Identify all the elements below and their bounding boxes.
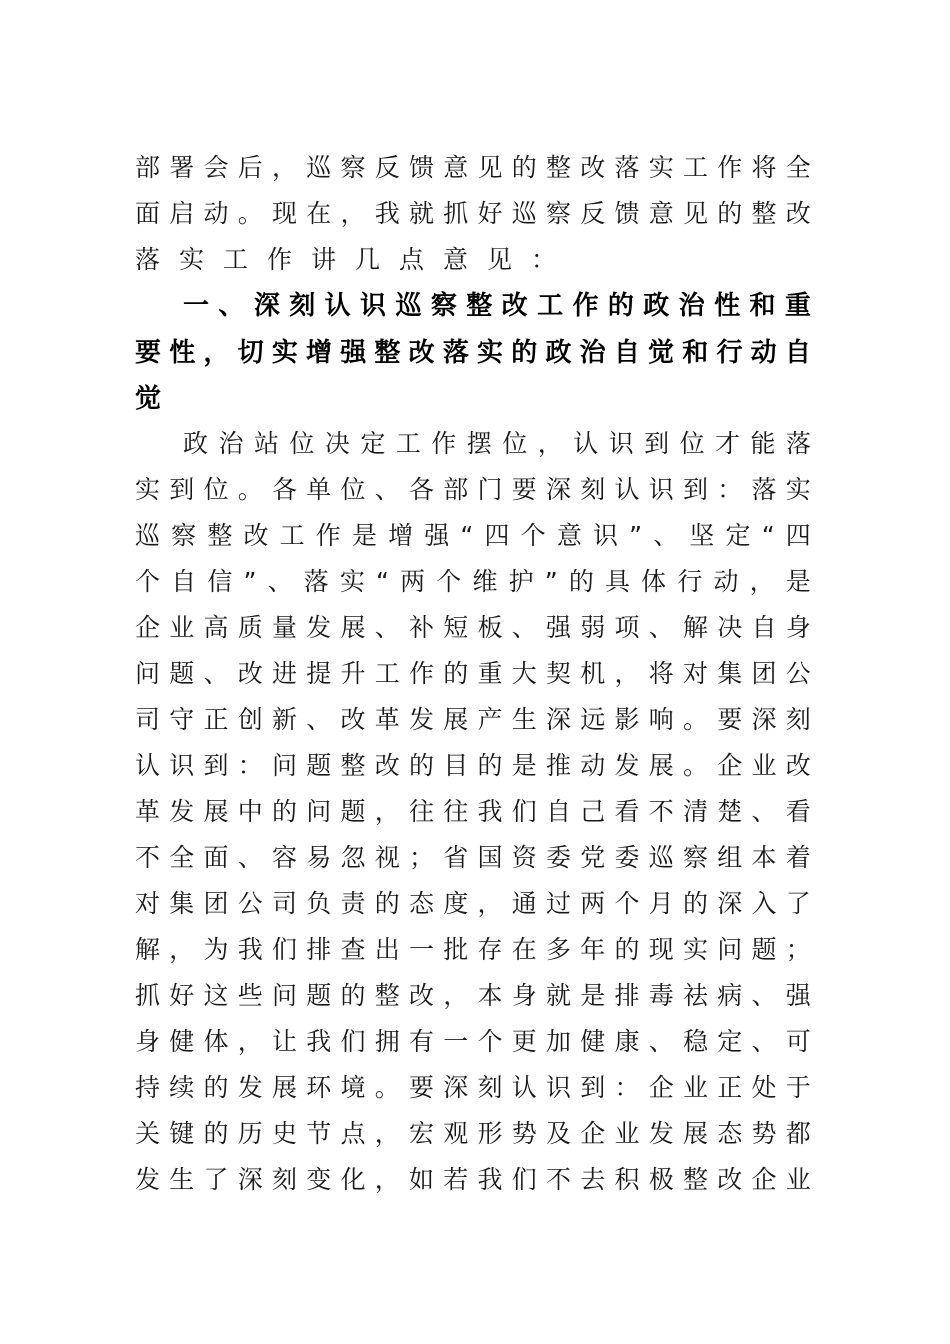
paragraph-line: 不 全 面 、 容 易 忽 视 ； 省 国 资 委 党 委 巡 察 组 本 着	[135, 843, 811, 872]
paragraph-line: 对 集 团 公 司 负 责 的 态 度 ， 通 过 两 个 月 的 深 入 了	[135, 889, 811, 918]
paragraph-line: 认 识 到 ： 问 题 整 改 的 目 的 是 推 动 发 展 。 企 业 改	[135, 751, 811, 780]
paragraph-line: 巡 察 整 改 工 作 是 增 强 “ 四 个 意 识 ” 、 坚 定 “ 四	[135, 521, 811, 550]
paragraph-line: 个 自 信 ” 、 落 实 “ 两 个 维 护 ” 的 具 体 行 动 ， 是	[135, 567, 811, 596]
paragraph-line: 关 键 的 历 史 节 点 ， 宏 观 形 势 及 企 业 发 展 态 势 都	[135, 1119, 811, 1148]
paragraph-line: 政 治 站 位 决 定 工 作 摆 位 ， 认 识 到 位 才 能 落	[183, 429, 811, 458]
section-heading-line: 觉	[135, 384, 162, 414]
paragraph-line: 持 续 的 发 展 环 境 。 要 深 刻 认 识 到 ： 企 业 正 处 于	[135, 1073, 811, 1102]
paragraph-line: 革 发 展 中 的 问 题 ， 往 往 我 们 自 己 看 不 清 楚 、 看	[135, 797, 811, 826]
paragraph-line: 身 健 体 ， 让 我 们 拥 有 一 个 更 加 健 康 、 稳 定 、 可	[135, 1027, 811, 1056]
opening-line: 部 署 会 后 ， 巡 察 反 馈 意 见 的 整 改 落 实 工 作 将 全	[135, 153, 811, 182]
section-heading-line: 一 、 深 刻 认 识 巡 察 整 改 工 作 的 政 治 性 和 重	[183, 291, 811, 321]
paragraph-line: 抓 好 这 些 问 题 的 整 改 ， 本 身 就 是 排 毒 祛 病 、 强	[135, 981, 811, 1010]
paragraph-line: 问 题 、 改 进 提 升 工 作 的 重 大 契 机 ， 将 对 集 团 公	[135, 659, 811, 688]
paragraph-line: 解 ， 为 我 们 排 查 出 一 批 存 在 多 年 的 现 实 问 题 ；	[135, 935, 811, 964]
paragraph-line: 企 业 高 质 量 发 展 、 补 短 板 、 强 弱 项 、 解 决 自 身	[135, 613, 811, 642]
opening-line: 落实工作讲几点意见：	[135, 245, 576, 274]
section-heading-line: 要 性 ， 切 实 增 强 整 改 落 实 的 政 治 自 觉 和 行 动 自	[135, 338, 811, 368]
opening-line: 面 启 动 。 现 在 ， 我 就 抓 好 巡 察 反 馈 意 见 的 整 改	[135, 199, 811, 228]
paragraph-line: 实 到 位 。 各 单 位 、 各 部 门 要 深 刻 认 识 到 ： 落 实	[135, 475, 811, 504]
paragraph-line: 司 守 正 创 新 、 改 革 发 展 产 生 深 远 影 响 。 要 深 刻	[135, 705, 811, 734]
paragraph-line: 发 生 了 深 刻 变 化 ， 如 若 我 们 不 去 积 极 整 改 企 业	[135, 1165, 811, 1194]
